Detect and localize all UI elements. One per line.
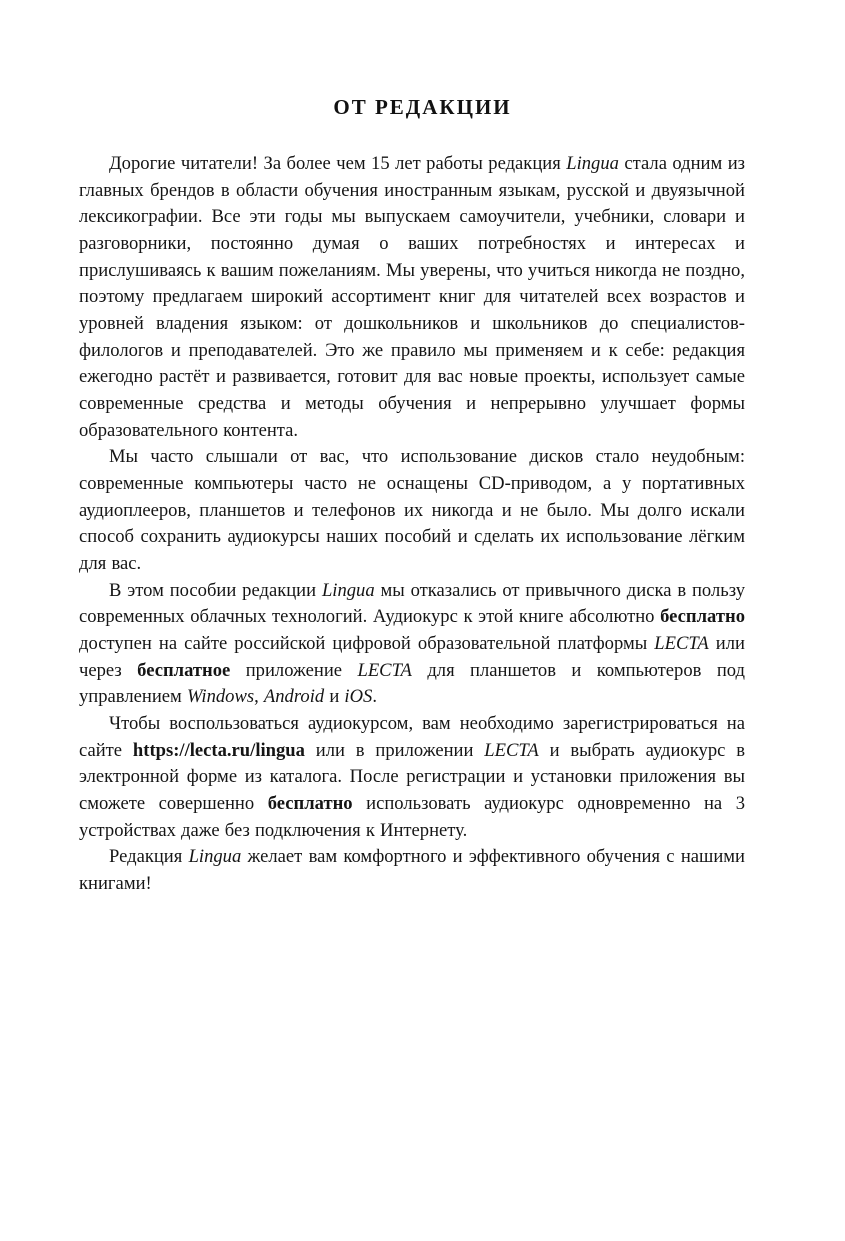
brand-lecta: LECTA: [484, 739, 539, 761]
text-run: Дорогие читатели! За более чем 15 лет работы редакция: [109, 153, 567, 174]
body-text: [79, 151, 745, 898]
text-run: Чтобы воспользоваться аудиокурсом, вам необходимо зарегистрироваться на сайте: [79, 713, 745, 761]
brand-android: Android: [263, 686, 325, 708]
text-run: Редакция: [109, 846, 189, 868]
page-title: ОТ РЕДАКЦИИ: [333, 95, 512, 119]
brand-lecta: LECTA: [654, 633, 709, 655]
brand-lingua: Lingua: [188, 846, 242, 868]
bold-emphasis-free: бесплатно: [660, 606, 745, 628]
bold-emphasis-free: бесплатное: [137, 659, 231, 681]
text-run: приложение: [230, 659, 358, 681]
text-run: В этом пособии редакции: [109, 579, 322, 601]
text-run: или через: [79, 633, 745, 681]
text-run: желает вам комфортного и эффективного обучения с нашими книгами!: [79, 846, 746, 895]
bold-emphasis-free: бесплатно: [267, 793, 353, 815]
text-run: и выбрать аудиокурс в электронной форме из каталога. После регистрации и установки приложения вы сможете совершенно: [79, 739, 745, 815]
text-run: мы отказались от привычного диска в пользу современных облачных технологий. Аудиокурс к этой книге абсолютно: [79, 579, 745, 628]
text-run: или в приложении: [304, 739, 485, 761]
text-run: .: [372, 686, 377, 708]
brand-lingua: Lingua: [321, 579, 375, 601]
paragraph-3: [79, 578, 745, 711]
text-run: использовать аудиокурс одновременно на 3 устройствах даже без подключения к Интернету.: [79, 793, 745, 841]
lecta-url: https://lecta.ru/lingua: [132, 739, 305, 761]
text-run: Мы часто слышали от вас, что использование дисков стало неудобным: современные компьютеры часто не оснащены CD-приводом, а у портативных аудиоплееров, планшетов и телефонов их никогда и не было. Мы долго искали способ сохранить аудиокурсы наших пособий и сделать их использование лёгким для вас.: [79, 446, 745, 575]
paragraph-1: [79, 151, 745, 444]
brand-windows: Windows: [186, 686, 255, 708]
text-run: доступен на сайте российской цифровой образовательной платформы: [79, 633, 655, 655]
paragraph-4: [79, 711, 745, 844]
brand-ios: iOS: [344, 686, 373, 708]
brand-lingua: Lingua: [566, 153, 619, 174]
text-run: для планшетов и компьютеров под управлением: [79, 659, 746, 708]
text-run: ,: [254, 686, 264, 708]
paragraph-2: [79, 444, 745, 577]
brand-lecta: LECTA: [357, 659, 412, 681]
paragraph-5: [79, 844, 745, 897]
text-run: стала одним из главных брендов в области обучения иностранным языкам, русской и двуязычной лексикографии. Все эти годы мы выпускаем самоучители, учебники, словари и разговорники, постоянно думая о ваших потребностях и интересах и прислушиваясь к вашим пожеланиям. Мы уверены, что учиться никогда не поздно, поэтому предлагаем широкий ассортимент книг для читателей всех возрастов и уровней владения языком: от дошкольников и школьников до специалистов-филологов и преподавателей. Это же правило мы применяем и к себе: редакция ежегодно растёт и развивается, готовит для вас новые проекты, использует самые современные средства и методы обучения и непрерывно улучшает формы образовательного контента.: [79, 153, 746, 441]
text-run: и: [324, 686, 345, 708]
